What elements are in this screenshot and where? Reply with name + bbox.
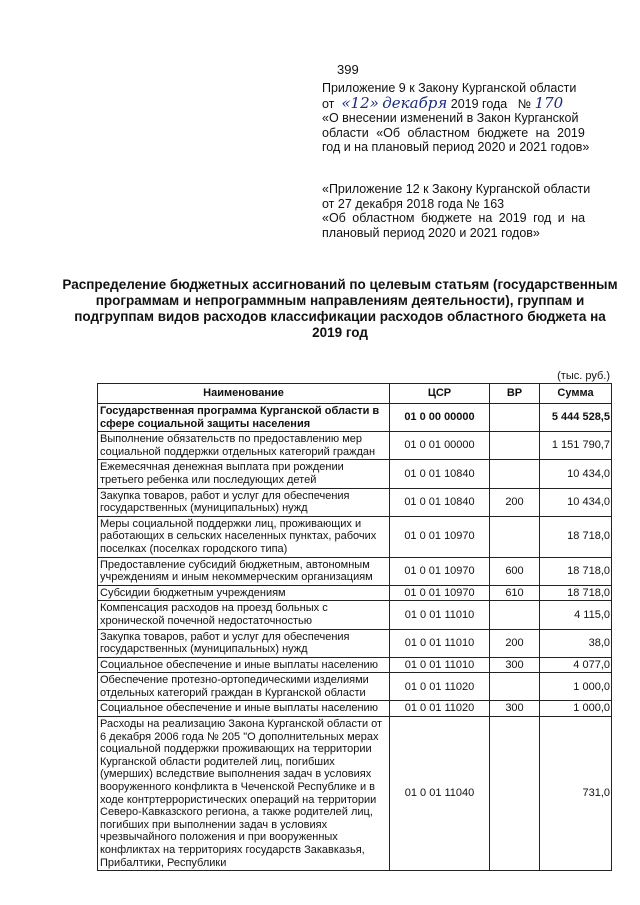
row-vr [490,601,540,629]
row-name: Закупка товаров, работ и услуг для обеспечения государственных (муниципальных) нужд [98,629,390,657]
table-row [98,585,612,601]
row-vr: 610 [490,585,540,601]
budget-table [97,383,612,871]
handwritten-day: «12» [341,93,379,112]
row-name: Ежемесячная денежная выплата при рождении третьего ребенка или последующих детей [98,460,390,488]
table-row [98,404,612,432]
header-vr: ВР [490,384,540,404]
handwritten-number: 170 [534,93,564,112]
row-sum: 1 151 790,7 [540,432,612,460]
row-sum: 10 434,0 [540,460,612,488]
row-csr: 01 0 01 11010 [390,601,490,629]
row-csr: 01 0 01 11010 [390,629,490,657]
header-sum: Сумма [540,384,612,404]
row-vr [490,432,540,460]
table-row [98,432,612,460]
row-sum: 4 077,0 [540,657,612,673]
handwritten-month: декабря [382,93,448,112]
row-sum: 1 000,0 [540,673,612,701]
title-line: 2019 год [312,325,368,340]
title-line: подгруппам видов расходов классификации расходов областного бюджета на [74,309,606,324]
appendix-9-date-line [322,93,612,112]
appendix-9-line: год и на плановый период 2020 и 2021 годов» [322,140,590,154]
appendix-12-line: плановый период 2020 и 2021 годов» [322,225,540,240]
row-sum: 38,0 [540,629,612,657]
row-sum: 18 718,0 [540,585,612,601]
date-year: 2019 года [450,96,508,111]
units-label: (тыс. руб.) [557,370,610,382]
table-row [98,557,612,585]
row-vr: 200 [490,629,540,657]
table-header-row [98,384,612,404]
row-name: Государственная программа Курганской области в сфере социальной защиты населения [98,404,390,432]
row-vr [490,404,540,432]
row-sum: 18 718,0 [540,516,612,557]
row-vr [490,516,540,557]
row-name: Субсидии бюджетным учреждениям [98,585,390,601]
table-row [98,673,612,701]
row-csr: 01 0 01 10840 [390,488,490,516]
appendix-12-line: «Приложение 12 к Закону Курганской области [322,182,591,196]
date-prefix: от [322,96,335,111]
row-name: Социальное обеспечение и иные выплаты населению [98,657,390,673]
row-vr [490,673,540,701]
row-sum: 4 115,0 [540,601,612,629]
row-name: Меры социальной поддержки лиц, проживающих и работающих в сельских населенных пунктах, рабочих поселках (поселках городского типа) [98,516,390,557]
row-name: Предоставление субсидий бюджетным, автономным учреждениям и иным некоммерческим организациям [98,557,390,585]
table-row [98,516,612,557]
row-name: Выполнение обязательств по предоставлению мер социальной поддержки отдельных категорий граждан [98,432,390,460]
row-csr: 01 0 01 00000 [390,432,490,460]
header-csr: ЦСР [390,384,490,404]
table-row [98,717,612,871]
row-vr: 300 [490,701,540,717]
document-title [60,277,620,341]
table-row [98,601,612,629]
table-row [98,657,612,673]
appendix-9-line: области «Об областном бюджете на 2019 [322,125,585,140]
appendix-9-header [322,81,612,155]
row-sum: 5 444 528,5 [540,404,612,432]
row-name: Расходы на реализацию Закона Курганской области от 6 декабря 2006 года № 205 "О дополнительных мерах социальной поддержки проживающих на территории Курганской области родителей лиц, погибших (умерших) вследствие выполнения задач в условиях вооруженного конфликта в Чеченской Республике и в ходе контртеррористических операций на территории Северо-Кавказского региона, а также родителей лиц, погибших при выполнении задач в условиях чрезвычайного положения и при вооруженных конфликтах на территориях государств Закавказья, Прибалтики, Республики [98,717,390,871]
row-csr: 01 0 01 10970 [390,557,490,585]
row-name: Социальное обеспечение и иные выплаты населению [98,701,390,717]
row-name: Обеспечение протезно-ортопедическими изделиями отдельных категорий граждан в Курганской области [98,673,390,701]
table-row [98,629,612,657]
title-line: программам и непрограммным направлениям деятельности), группам и [95,293,585,308]
row-sum: 10 434,0 [540,488,612,516]
row-csr: 01 0 00 00000 [390,404,490,432]
table-row [98,701,612,717]
row-csr: 01 0 01 11020 [390,673,490,701]
appendix-9-line: «О внесении изменений в Закон Курганской [322,111,579,125]
row-vr [490,717,540,871]
row-csr: 01 0 01 11010 [390,657,490,673]
page-number: 399 [337,62,359,77]
row-csr: 01 0 01 10970 [390,585,490,601]
row-vr: 300 [490,657,540,673]
row-csr: 01 0 01 11040 [390,717,490,871]
row-sum: 731,0 [540,717,612,871]
row-vr: 600 [490,557,540,585]
number-prefix: № [517,96,532,111]
row-csr: 01 0 01 10970 [390,516,490,557]
row-csr: 01 0 01 10840 [390,460,490,488]
row-vr: 200 [490,488,540,516]
row-sum: 1 000,0 [540,701,612,717]
row-sum: 18 718,0 [540,557,612,585]
table-row [98,460,612,488]
row-name: Компенсация расходов на проезд больных с хронической почечной недостаточностью [98,601,390,629]
row-vr [490,460,540,488]
appendix-9-line: Приложение 9 к Закону Курганской области [322,81,577,95]
appendix-12-line: «Об областном бюджете на 2019 год и на [322,211,586,225]
appendix-12-header [322,182,612,240]
table-row [98,488,612,516]
appendix-12-line: от 27 декабря 2018 года № 163 [322,196,505,211]
row-csr: 01 0 01 11020 [390,701,490,717]
title-line: Распределение бюджетных ассигнований по целевым статьям (государственным [62,277,618,292]
header-name: Наименование [98,384,390,404]
row-name: Закупка товаров, работ и услуг для обеспечения государственных (муниципальных) нужд [98,488,390,516]
